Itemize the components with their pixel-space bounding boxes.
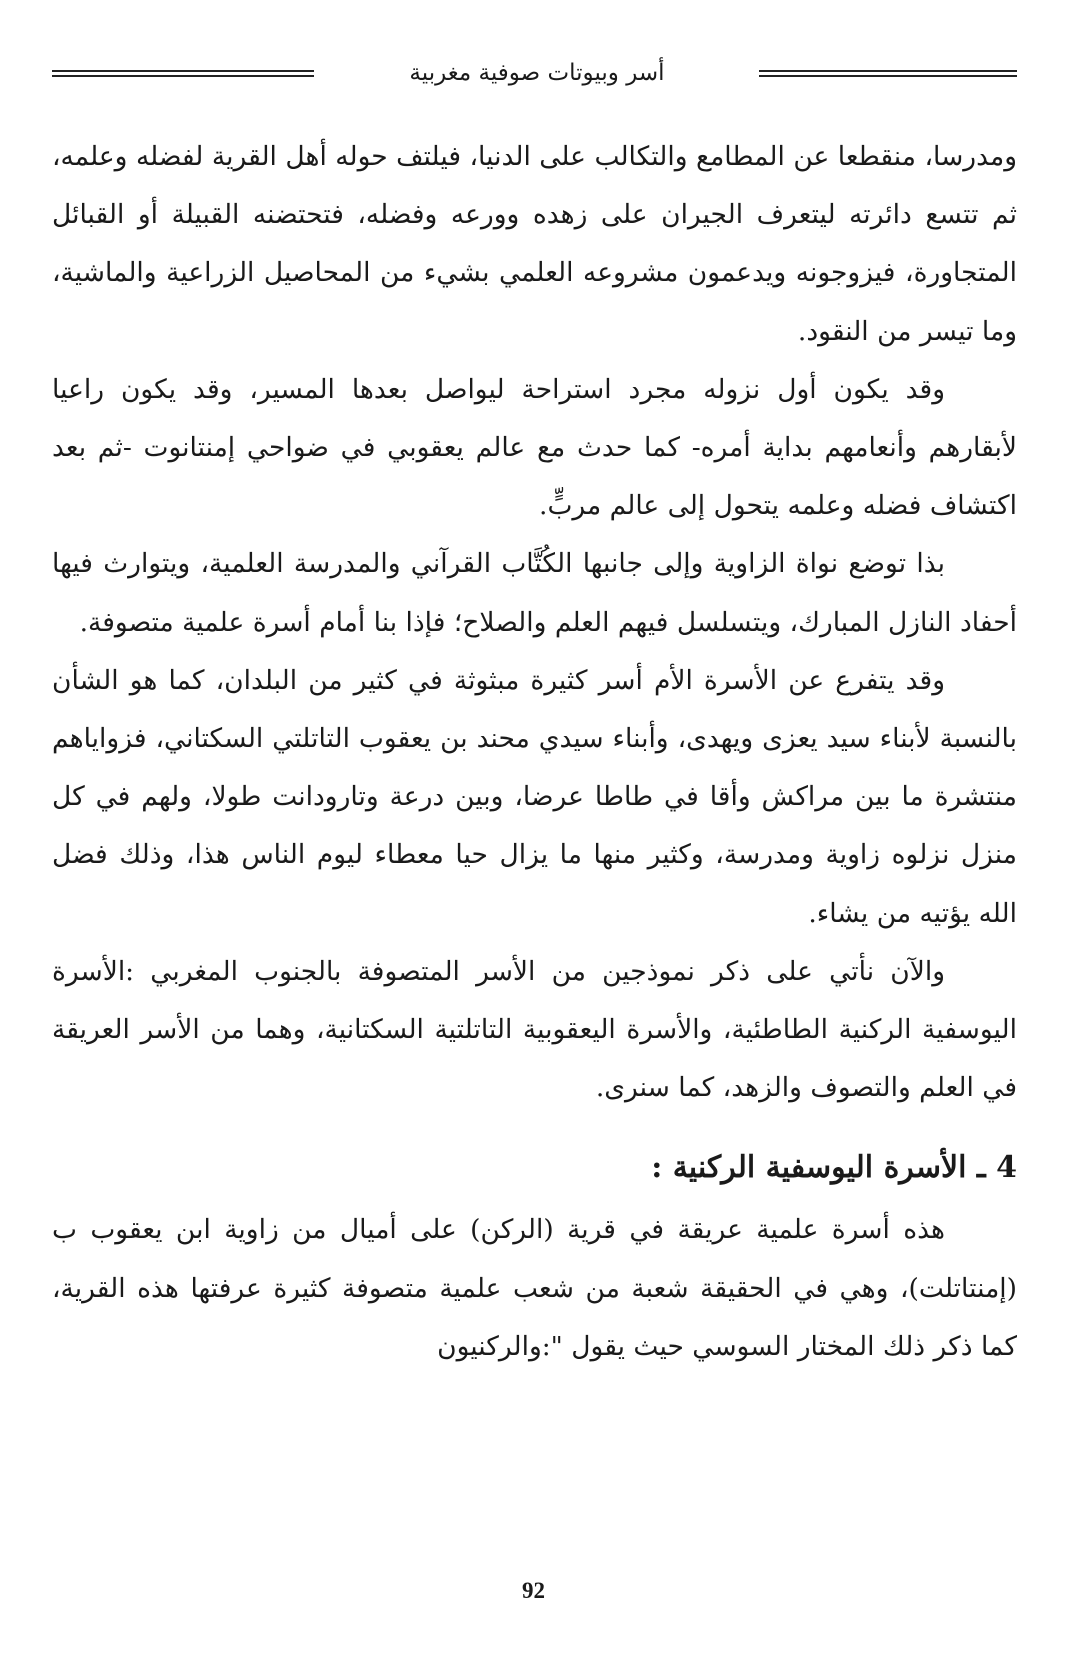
running-title: أسر وبيوتات صوفية مغربية	[409, 60, 665, 86]
paragraph: وقد يكون أول نزوله مجرد استراحة ليواصل بعدها المسير، وقد يكون راعيا لأبقارهم وأنعامهم بداية أمره- كما حدث مع عالم يعقوبي في ضواحي إمنتانوت -ثم بعد اكتشاف فضله وعلمه يتحول إلى عالم مربٍّ.	[52, 373, 1017, 522]
section-paragraph: هذه أسرة علمية عريقة في قرية (الركن) على أميال من زاوية ابن يعقوب ب (إمنتاتلت)، وهي في الحقيقة شعبة من شعب علمية متصوفة كثيرة عرفتها هذه القرية، كما ذكر ذلك المختار السوسي حيث يقول ":والركنيون	[52, 1214, 1017, 1362]
header-rule-right	[759, 70, 1017, 77]
header-rule-left	[52, 70, 314, 77]
page-number: 92	[522, 1578, 545, 1603]
paragraph: وقد يتفرع عن الأسرة الأم أسر كثيرة مبثوثة في كثير من البلدان، كما هو الشأن بالنسبة لأبناء سيد يعزى ويهدى، وأبناء سيدي محند بن يعقوب التاتلتي السكتاني، فزواياهم منتشرة ما بين مراكش وأقا في طاطا عرضا، وبين درعة وتارودانت طولا، ولهم في كل منزل نزلوه زاوية ومدرسة، وكثير منها ما يزال حيا معطاء ليوم الناس هذا، وذلك فضل الله يؤتيه من يشاء.	[52, 664, 1017, 929]
paragraph: بذا توضع نواة الزاوية وإلى جانبها الكُتَّاب القرآني والمدرسة العلمية، ويتوارث فيها أحفاد النازل المبارك، ويتسلسل فيهم العلم والصلاح؛ فإذا بنا أمام أسرة علمية متصوفة.	[52, 548, 1017, 638]
main-text	[52, 128, 1017, 1376]
paragraph-continuation: ومدرسا، منقطعا عن المطامع والتكالب على الدنيا، فيلتف حوله أهل القرية لفضله وعلمه، ثم تتسع دائرته ليتعرف الجيران على زهده وورعه وفضله، فتحتضنه القبيلة أو القبائل المتجاورة، فيزوجونه ويدعمون مشروعه العلمي بشيء من المحاصيل الزراعية والماشية، وما تيسر من النقود.	[52, 141, 1017, 347]
paragraph: والآن نأتي على ذكر نموذجين من الأسر المتصوفة بالجنوب المغربي :الأسرة اليوسفية الركنية الطاطئية، والأسرة اليعقوبية التاتلتية السكتانية، وهما من الأسر العريقة في العلم والتصوف والزهد، كما سنرى.	[52, 955, 1017, 1104]
running-header	[52, 56, 1017, 92]
section-heading: 4 ـ الأسرة اليوسفية الركنية :	[651, 1150, 1017, 1186]
